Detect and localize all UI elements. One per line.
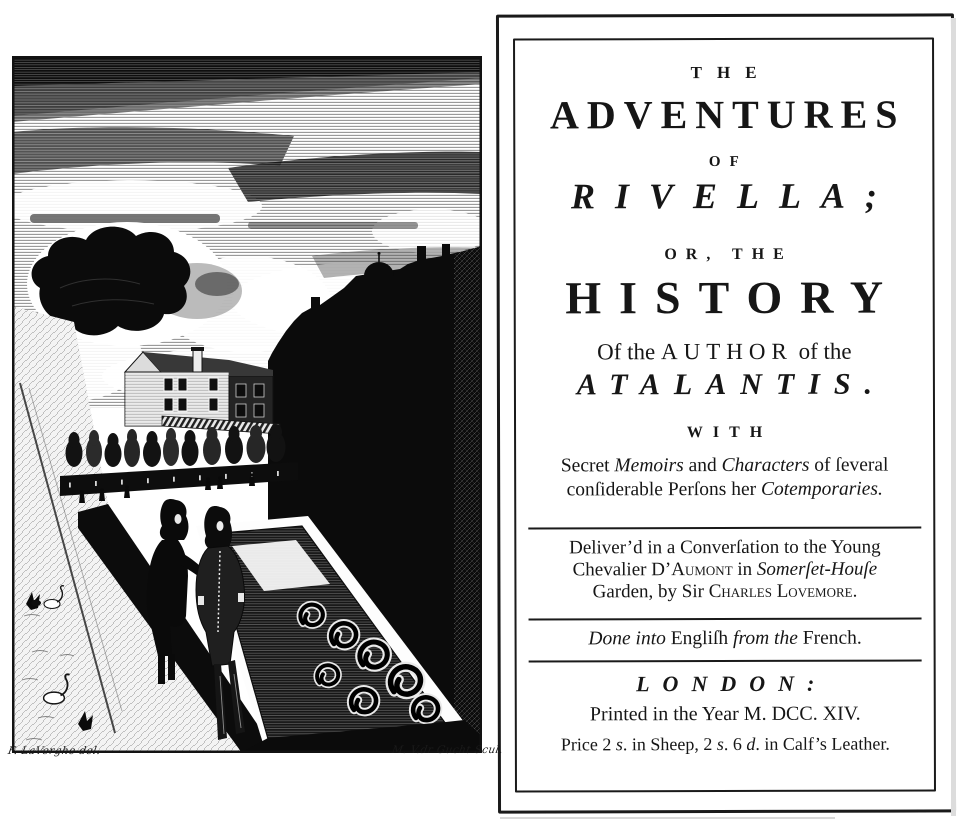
text-run: Garden, by Sir xyxy=(592,581,709,603)
text-run: s xyxy=(716,734,724,755)
tp-line-of xyxy=(515,153,932,171)
title-page-outer-frame xyxy=(496,13,956,813)
text-run: RIVELLA; xyxy=(570,175,897,217)
artist-credit-left: F. LaVerghe del. xyxy=(6,745,102,757)
text-run: Price 2 xyxy=(560,734,616,755)
tp-line-with xyxy=(516,424,933,442)
text-run: d xyxy=(746,733,756,754)
tp-line-rivella xyxy=(515,177,932,216)
tp-line-price xyxy=(517,734,934,754)
tp-line-atalantis xyxy=(516,368,933,401)
text-run: and xyxy=(683,455,722,477)
text-run: Of the xyxy=(597,339,661,365)
tp-line-imprint-year xyxy=(517,703,934,725)
engraver-credit-right: M. V.dr Gucht Scul. xyxy=(390,744,505,756)
divider-rule-2 xyxy=(529,617,922,620)
text-run: Secret xyxy=(560,455,615,477)
tp-line-memoirs xyxy=(516,455,933,477)
text-run: Engliſh xyxy=(670,627,734,650)
tp-line-adventures xyxy=(515,93,932,136)
text-run: Done into xyxy=(588,628,671,650)
tp-line-author xyxy=(516,339,933,364)
tp-line-delivered-1 xyxy=(516,537,933,558)
text-run: from the xyxy=(732,627,803,649)
text-run: Printed in the Year M. DCC. XIV. xyxy=(589,702,861,726)
divider-rule-3 xyxy=(529,659,922,662)
text-run: Deliver’d in a Converſation to the Young xyxy=(569,536,881,559)
text-run: AUTHOR xyxy=(660,338,793,365)
tp-line-done-into-english xyxy=(517,628,934,650)
text-run: LONDON: xyxy=(636,670,828,697)
tree-row xyxy=(66,424,286,467)
dark-bird xyxy=(31,600,41,606)
text-run: . in Sheep, 2 xyxy=(622,734,717,755)
text-run: Charles Lovemore xyxy=(708,580,853,603)
shadow-wall xyxy=(454,246,482,753)
tp-line-cotemporaries xyxy=(516,479,933,501)
title-page-inner-frame xyxy=(513,37,936,792)
frontispiece-engraving xyxy=(12,56,482,753)
tp-line-delivered-3 xyxy=(516,581,933,602)
engraving-canvas xyxy=(12,56,482,753)
text-run: Characters xyxy=(721,454,810,477)
text-run: THE xyxy=(690,62,772,83)
divider-rule-1 xyxy=(528,526,921,529)
text-run: OR, THE xyxy=(664,245,793,264)
text-run: ATALANTIS. xyxy=(576,367,887,402)
text-run: s xyxy=(615,734,623,755)
text-run: Aumont xyxy=(671,558,733,581)
text-run: . 6 xyxy=(723,733,747,755)
text-run: of ſeveral xyxy=(809,454,889,476)
text-run: Memoirs xyxy=(614,455,684,477)
text-run: Cotemporaries. xyxy=(760,478,883,500)
text-run: WITH xyxy=(686,423,773,442)
tp-line-london xyxy=(517,671,934,696)
text-run: Somerſet-Houſe xyxy=(756,558,878,580)
text-run: OF xyxy=(708,153,748,171)
text-run: Chevalier D’ xyxy=(572,559,672,581)
text-run: . xyxy=(852,580,858,602)
tp-line-delivered-2 xyxy=(516,559,933,580)
text-run: French. xyxy=(802,627,862,649)
text-run: in xyxy=(732,558,757,580)
page-bottom-edge-shadow xyxy=(500,817,835,819)
text-run: HISTORY xyxy=(565,271,902,324)
tp-line-history xyxy=(516,273,933,322)
text-run: conſiderable Perſons her xyxy=(566,478,761,501)
chimney xyxy=(193,349,202,372)
page-edge-shadow xyxy=(951,18,956,816)
tp-line-the xyxy=(515,63,932,83)
text-run: of the xyxy=(792,338,852,364)
tp-line-or-the xyxy=(516,246,933,264)
text-run: ADVENTURES xyxy=(549,91,906,138)
text-run: . in Calf’s Leather. xyxy=(755,733,890,754)
